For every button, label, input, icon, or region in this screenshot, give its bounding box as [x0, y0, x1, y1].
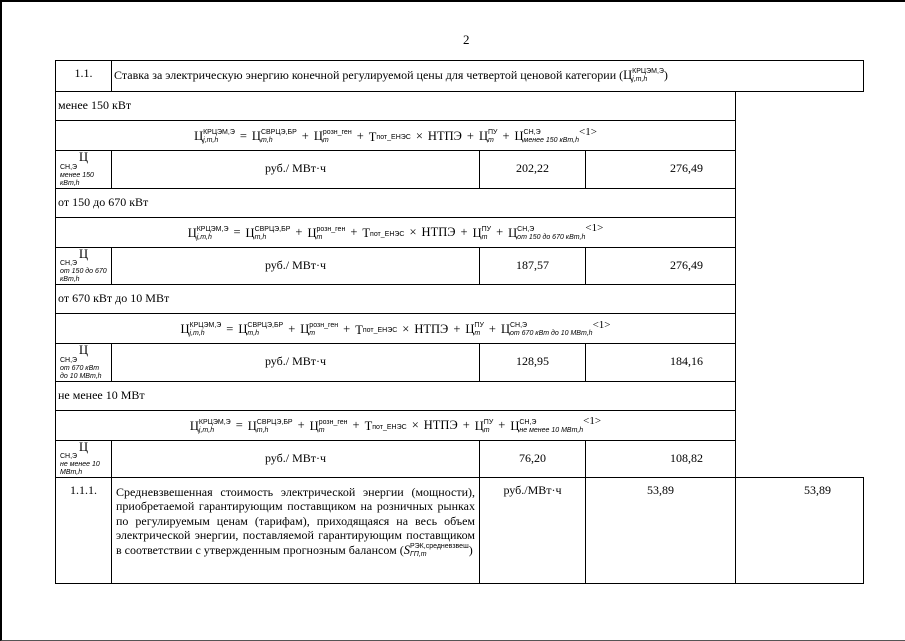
value-cell: 187,57: [480, 247, 586, 285]
formula-row: [56, 217, 864, 247]
row-number: 1.1.: [56, 61, 112, 92]
formula: Ц КРЦЭМ,Э j,m,h = Ц СВРЦЭ,БР m,h + Ц розн_ген m + Т пот_ЕНЭС × НТПЭ + Ц ПУ m + Ц СН,Э от 670 кВт до 10 МВт,h <1>: [56, 314, 736, 344]
group-heading-row: [56, 188, 864, 217]
row-1-1: [56, 61, 864, 92]
value-cell: 53,89: [736, 478, 864, 584]
formula: Ц КРЦЭМ,Э j,m,h = Ц СВРЦЭ,БР m,h + Ц розн_ген m + Т пот_ЕНЭС × НТПЭ + Ц ПУ m + Ц СН,Э менее 150 кВт,h <1>: [56, 121, 736, 151]
formula-row: [56, 121, 864, 151]
description-text: Средневзвешенная стоимость электрической энергии (мощности), приобретаемой гарантирующим поставщиком на розничных рынках по регулируемым ценам (тарифам), приходящаяся на весь объем электрической энергии, поставляемой гарантирующим поставщиком в соответствии с утвержденным прогнозным балансом: [116, 485, 475, 557]
page-number: 2: [463, 32, 470, 47]
row-1-1-1: [56, 478, 864, 584]
group-heading: не менее 10 МВт: [56, 381, 736, 410]
unit-cell: руб./ МВт·ч: [112, 151, 480, 189]
formula: Ц КРЦЭМ,Э j,m,h = Ц СВРЦЭ,БР m,h + Ц розн_ген m + Т пот_ЕНЭС × НТПЭ + Ц ПУ m + Ц СН,Э не менее 10 МВт,h <1>: [56, 410, 736, 440]
value-cell: 53,89: [586, 478, 736, 584]
value-cell: 202,22: [480, 151, 586, 189]
unit-cell: руб./МВт·ч: [480, 478, 586, 584]
row-number: 1.1.1.: [56, 478, 112, 584]
formula-symbol: S РЭК,средневзвеш ГП,m: [403, 542, 469, 558]
value-row: [56, 344, 864, 382]
value-cell: 184,16: [586, 344, 736, 382]
group-heading-row: [56, 381, 864, 410]
value-row: [56, 440, 864, 478]
value-cell: 128,95: [480, 344, 586, 382]
unit-cell: руб./ МВт·ч: [112, 344, 480, 382]
value-cell: 108,82: [586, 440, 736, 478]
unit-cell: руб./ МВт·ч: [112, 247, 480, 285]
formula: Ц КРЦЭМ,Э j,m,h = Ц СВРЦЭ,БР m,h + Ц розн_ген m + Т пот_ЕНЭС × НТПЭ + Ц ПУ m + Ц СН,Э от 150 до 670 кВт,h <1>: [56, 217, 736, 247]
group-heading: менее 150 кВт: [56, 92, 736, 121]
group-heading-row: [56, 285, 864, 314]
price-symbol: Ц СН,Э менее 150 кВт,h: [56, 151, 112, 189]
value-cell: 276,49: [586, 247, 736, 285]
section-title-cell: Ставка за электрическую энергию конечной регулируемой цены для четвертой ценовой категории (Ц КРЦЭМ,Э j,m,h ): [112, 61, 864, 92]
unit-cell: руб./ МВт·ч: [112, 440, 480, 478]
price-symbol: Ц СН,Э не менее 10 МВт,h: [56, 440, 112, 478]
group-heading: от 670 кВт до 10 МВт: [56, 285, 736, 314]
group-heading: от 150 до 670 кВт: [56, 188, 736, 217]
formula-row: [56, 410, 864, 440]
value-cell: 76,20: [480, 440, 586, 478]
tariff-table: [55, 60, 864, 584]
formula-symbol: Ц КРЦЭМ,Э j,m,h: [623, 67, 664, 83]
value-row: [56, 247, 864, 285]
price-symbol: Ц СН,Э от 670 кВт до 10 МВт,h: [56, 344, 112, 382]
value-row: [56, 151, 864, 189]
section-title: Ставка за электрическую энергию конечной регулируемой цены для четвертой ценовой категории: [114, 67, 617, 82]
formula-row: [56, 314, 864, 344]
price-symbol: Ц СН,Э от 150 до 670 кВт,h: [56, 247, 112, 285]
group-heading-row: [56, 92, 864, 121]
description-cell: Средневзвешенная стоимость электрической энергии (мощности), приобретаемой гарантирующим поставщиком на розничных рынках по регулируемым ценам (тарифам), приходящаяся на весь объем электрической энергии, поставляемой гарантирующим поставщиком в соответствии с утвержденным прогнозным балансом (S РЭК,средневзвеш ГП,m ): [112, 478, 480, 584]
value-cell: 276,49: [586, 151, 736, 189]
